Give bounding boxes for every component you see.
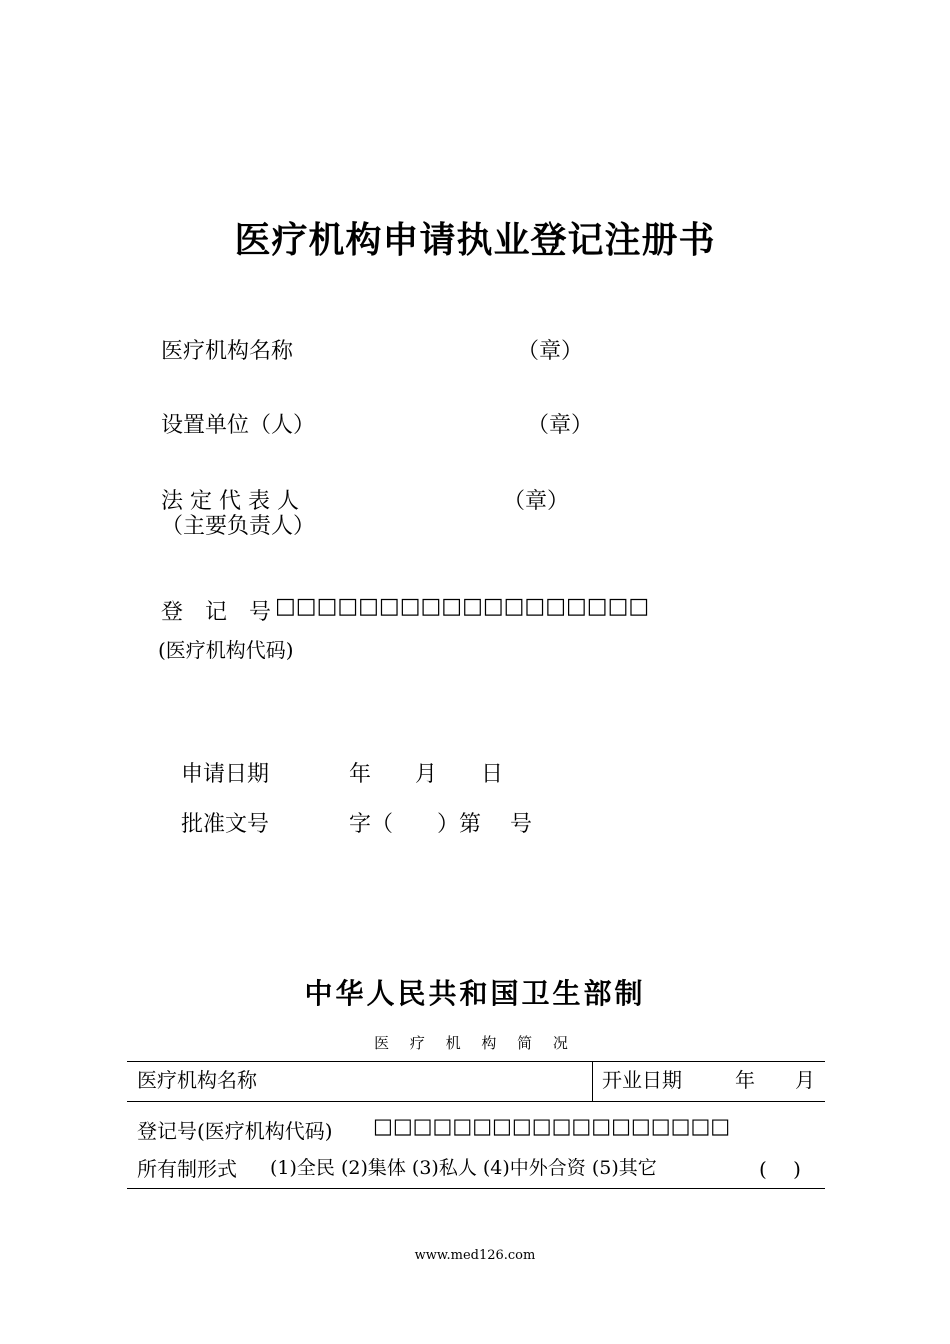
- org-name-label: 医疗机构名称: [161, 339, 294, 364]
- reg-no-sub-label: (医疗机构代码): [158, 638, 294, 662]
- page-title: 医疗机构申请执业登记注册书: [234, 220, 716, 261]
- table-top-border: [127, 1061, 825, 1062]
- summary-reg-no-boxes[interactable]: □□□□□□□□□□□□□□□□□□: [373, 1114, 731, 1138]
- legal-rep-label: 法 定 代 表 人: [161, 489, 299, 514]
- issuer-title: 中华人民共和国卫生部制: [304, 977, 646, 1010]
- legal-rep-stamp: （章）: [503, 489, 570, 514]
- summary-table: [127, 1061, 825, 1189]
- table-row-divider: [127, 1101, 825, 1102]
- legal-rep-sub-label: （主要负责人）: [161, 514, 316, 539]
- apply-date-label: 申请日期: [181, 762, 270, 787]
- setup-unit-label: 设置单位（人）: [161, 413, 316, 438]
- footer-url[interactable]: www.med126.com: [414, 1248, 536, 1263]
- approval-no-value[interactable]: 字（ ）第 号: [349, 812, 532, 837]
- apply-date-value[interactable]: 年 月 日: [349, 762, 504, 787]
- reg-no-boxes[interactable]: □□□□□□□□□□□□□□□□□□: [275, 594, 650, 619]
- ownership-options: (1)全民 (2)集体 (3)私人 (4)中外合资 (5)其它: [270, 1157, 657, 1179]
- table-col-divider: [592, 1061, 593, 1101]
- summary-caption: 医 疗 机 构 简 况: [374, 1034, 576, 1052]
- setup-unit-stamp: （章）: [527, 413, 594, 438]
- summary-open-date-value[interactable]: 年 月: [735, 1068, 815, 1092]
- summary-open-date-label: 开业日期: [602, 1068, 682, 1092]
- ownership-choice[interactable]: ( ): [759, 1157, 801, 1181]
- summary-reg-no-label: 登记号(医疗机构代码): [137, 1119, 333, 1143]
- org-name-stamp: （章）: [517, 339, 584, 364]
- summary-org-name-label: 医疗机构名称: [137, 1068, 257, 1092]
- table-bottom-border: [127, 1188, 825, 1189]
- ownership-label: 所有制形式: [137, 1157, 237, 1181]
- reg-no-label: 登 记 号: [161, 600, 272, 625]
- approval-no-label: 批准文号: [181, 812, 270, 837]
